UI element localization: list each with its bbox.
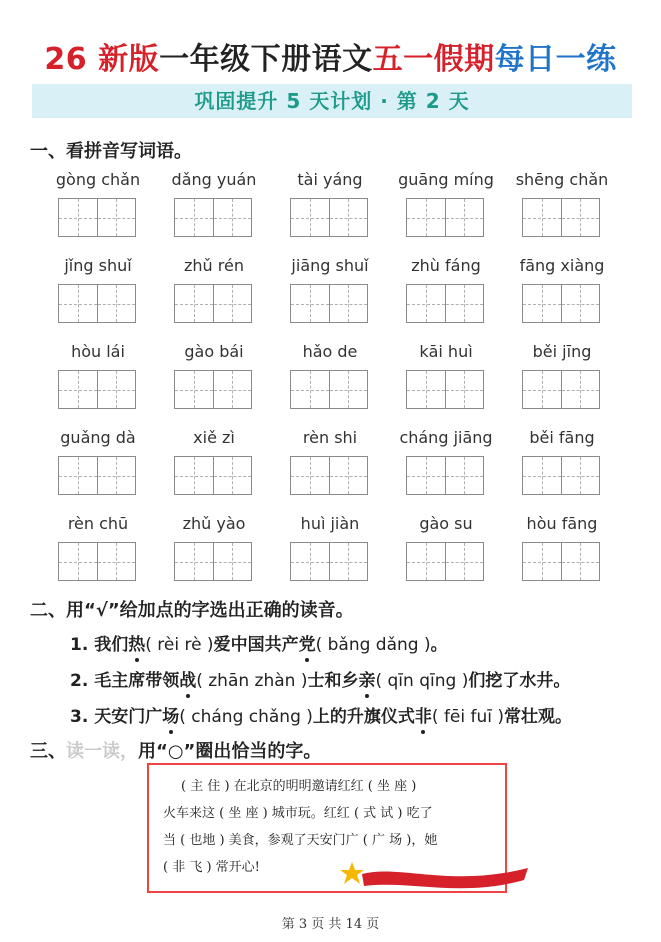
title-part-4: 每日一练 <box>494 42 617 77</box>
pinyin-label: dǎng yuán <box>171 170 257 189</box>
tian-zi-ge-box[interactable] <box>291 199 330 236</box>
tian-zi-ge-box[interactable] <box>291 543 330 580</box>
writing-boxes[interactable] <box>290 370 368 409</box>
tian-zi-ge-box[interactable] <box>175 457 214 494</box>
tian-zi-ge-box[interactable] <box>214 543 252 580</box>
dotted-char: 场 <box>162 702 179 727</box>
tian-zi-ge-box[interactable] <box>59 371 98 408</box>
tian-zi-ge-box[interactable] <box>214 457 252 494</box>
pinyin-label: rèn shi <box>302 428 358 447</box>
writing-boxes[interactable] <box>406 456 484 495</box>
tian-zi-ge-box[interactable] <box>175 199 214 236</box>
pinyin-options: ( cháng chǎng ) <box>179 707 313 727</box>
pinyin-label: hòu lái <box>71 342 125 361</box>
writing-boxes[interactable] <box>406 370 484 409</box>
tian-zi-ge-box[interactable] <box>562 285 600 322</box>
pinyin-label: rèn chū <box>67 514 129 533</box>
tian-zi-ge-box[interactable] <box>330 199 368 236</box>
pinyin-label: hǎo de <box>302 342 358 361</box>
writing-boxes[interactable] <box>58 370 136 409</box>
pinyin-label: běi jīng <box>532 342 592 361</box>
pinyin-options: ( bǎng dǎng ) <box>315 635 431 655</box>
tian-zi-ge-box[interactable] <box>214 371 252 408</box>
tian-zi-ge-box[interactable] <box>523 543 562 580</box>
ribbon-icon <box>362 868 528 888</box>
pinyin-label: kāi huì <box>419 342 473 361</box>
pinyin-label: gòng chǎn <box>55 170 141 189</box>
tian-zi-ge-box[interactable] <box>523 199 562 236</box>
dotted-char: 党 <box>299 630 316 655</box>
writing-boxes[interactable] <box>58 456 136 495</box>
pinyin-label: hòu fāng <box>526 514 598 533</box>
tian-zi-ge-box[interactable] <box>291 457 330 494</box>
tian-zi-ge-box[interactable] <box>98 285 136 322</box>
pinyin-label: zhǔ rén <box>184 256 244 275</box>
writing-boxes[interactable] <box>174 370 252 409</box>
section-3-heading: 三、读一读，用“○”圈出恰当的字。 <box>30 741 322 762</box>
tian-zi-ge-box[interactable] <box>214 199 252 236</box>
pinyin-label: zhù fáng <box>411 256 481 275</box>
pinyin-options: ( zhān zhàn ) <box>196 671 308 691</box>
tian-zi-ge-box[interactable] <box>175 543 214 580</box>
pinyin-label: gào su <box>419 514 473 533</box>
tian-zi-ge-box[interactable] <box>98 457 136 494</box>
writing-boxes[interactable] <box>290 284 368 323</box>
question-2: 2. 毛主席带领战( zhān zhàn )士和乡亲( qīn qīng )们挖了水井。 <box>70 666 570 691</box>
pinyin-label: huì jiàn <box>300 514 360 533</box>
title-part-3: 五一假期 <box>372 42 495 77</box>
tian-zi-ge-box[interactable] <box>523 371 562 408</box>
tian-zi-ge-box[interactable] <box>59 285 98 322</box>
star-icon <box>340 862 364 884</box>
writing-boxes[interactable] <box>174 284 252 323</box>
tian-zi-ge-box[interactable] <box>562 199 600 236</box>
writing-boxes[interactable] <box>58 198 136 237</box>
plan-banner: 巩固提升 5 天计划 · 第 2 天 <box>32 84 632 118</box>
writing-boxes[interactable] <box>522 542 600 581</box>
tian-zi-ge-box[interactable] <box>98 543 136 580</box>
pinyin-options: ( fēi fuī ) <box>431 707 505 727</box>
title-part-1: 26 新版 <box>44 42 160 77</box>
tian-zi-ge-box[interactable] <box>407 543 446 580</box>
pinyin-options: ( rèi rè ) <box>145 635 214 655</box>
writing-boxes[interactable] <box>522 198 600 237</box>
tian-zi-ge-box[interactable] <box>291 285 330 322</box>
pinyin-label: xiě zì <box>193 428 235 447</box>
writing-boxes[interactable] <box>58 284 136 323</box>
tian-zi-ge-box[interactable] <box>330 371 368 408</box>
tian-zi-ge-box[interactable] <box>175 285 214 322</box>
card-line: 当 ( 也地 ) 美食，参观了天安门广 ( 广 场 )，她 <box>163 833 438 848</box>
tian-zi-ge-box[interactable] <box>330 285 368 322</box>
writing-boxes[interactable] <box>290 198 368 237</box>
tian-zi-ge-box[interactable] <box>98 371 136 408</box>
tian-zi-ge-box[interactable] <box>523 285 562 322</box>
dotted-char: 亲 <box>358 666 375 691</box>
writing-boxes[interactable] <box>290 456 368 495</box>
card-line: ( 非 飞 ) 常开心! <box>163 860 260 875</box>
tian-zi-ge-box[interactable] <box>407 199 446 236</box>
tian-zi-ge-box[interactable] <box>407 371 446 408</box>
page-title <box>0 34 661 78</box>
title-part-2: 一年级下册语文 <box>159 42 373 77</box>
tian-zi-ge-box[interactable] <box>562 371 600 408</box>
tian-zi-ge-box[interactable] <box>330 457 368 494</box>
pinyin-label: shēng chǎn <box>515 170 609 189</box>
tian-zi-ge-box[interactable] <box>59 543 98 580</box>
tian-zi-ge-box[interactable] <box>523 457 562 494</box>
tian-zi-ge-box[interactable] <box>98 199 136 236</box>
tian-zi-ge-box[interactable] <box>562 543 600 580</box>
tian-zi-ge-box[interactable] <box>59 457 98 494</box>
question-1: 1. 我们热( rèi rè )爱中国共产党( bǎng dǎng )。 <box>70 630 448 655</box>
tian-zi-ge-box[interactable] <box>446 457 484 494</box>
tian-zi-ge-box[interactable] <box>446 285 484 322</box>
tian-zi-ge-box[interactable] <box>446 199 484 236</box>
pinyin-label: běi fāng <box>529 428 595 447</box>
card-line: 火车来这 ( 坐 座 ) 城市玩。红红 ( 式 试 ) 吃了 <box>163 806 433 821</box>
star-ribbon-decoration <box>340 858 530 898</box>
tian-zi-ge-box[interactable] <box>59 199 98 236</box>
pinyin-label: fāng xiàng <box>519 256 605 275</box>
dotted-char: 战 <box>179 666 196 691</box>
writing-boxes[interactable] <box>174 456 252 495</box>
pinyin-label: gào bái <box>184 342 244 361</box>
writing-boxes[interactable] <box>406 542 484 581</box>
section-2-heading: 二、用“√”给加点的字选出正确的读音。 <box>30 600 354 621</box>
writing-boxes[interactable] <box>522 370 600 409</box>
dotted-char: 非 <box>415 702 432 727</box>
tian-zi-ge-box[interactable] <box>407 457 446 494</box>
writing-boxes[interactable] <box>522 284 600 323</box>
pinyin-label: guāng míng <box>398 170 494 189</box>
pinyin-options: ( qīn qīng ) <box>375 671 469 691</box>
page-footer: 第 3 页 共 14 页 <box>281 917 380 932</box>
tian-zi-ge-box[interactable] <box>446 543 484 580</box>
tian-zi-ge-box[interactable] <box>214 285 252 322</box>
question-3: 3. 天安门广场( cháng chǎng )上的升旗仪式非( fēi fuī )常壮观。 <box>70 702 572 727</box>
tian-zi-ge-box[interactable] <box>407 285 446 322</box>
card-line: ( 主 住 ) 在北京的明明邀请红红 ( 坐 座 ) <box>181 779 417 794</box>
pinyin-label: cháng jiāng <box>399 428 493 447</box>
writing-boxes[interactable] <box>406 284 484 323</box>
pinyin-label: guǎng dà <box>60 428 136 447</box>
section-1-heading: 一、看拼音写词语。 <box>30 141 192 162</box>
tian-zi-ge-box[interactable] <box>330 543 368 580</box>
writing-boxes[interactable] <box>174 198 252 237</box>
writing-boxes[interactable] <box>522 456 600 495</box>
tian-zi-ge-box[interactable] <box>446 371 484 408</box>
writing-boxes[interactable] <box>290 542 368 581</box>
tian-zi-ge-box[interactable] <box>175 371 214 408</box>
writing-boxes[interactable] <box>406 198 484 237</box>
dotted-char: 热 <box>128 630 145 655</box>
pinyin-label: jiāng shuǐ <box>291 256 369 275</box>
tian-zi-ge-box[interactable] <box>562 457 600 494</box>
pinyin-label: zhǔ yào <box>182 514 246 533</box>
pinyin-label: jǐng shuǐ <box>64 256 132 275</box>
writing-boxes[interactable] <box>58 542 136 581</box>
tian-zi-ge-box[interactable] <box>291 371 330 408</box>
pinyin-label: tài yáng <box>297 170 363 189</box>
writing-boxes[interactable] <box>174 542 252 581</box>
